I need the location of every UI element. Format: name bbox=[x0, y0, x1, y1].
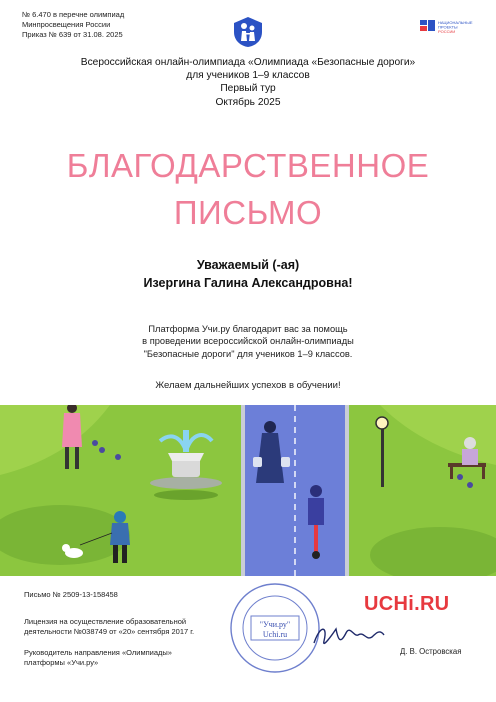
signer-title-line: Руководитель направления «Олимпиады» bbox=[24, 648, 172, 657]
wish-text: Желаем дальнейших успехов в обучении! bbox=[155, 380, 341, 391]
svg-text:РОССИИ: РОССИИ bbox=[438, 29, 456, 34]
official-stamp-icon bbox=[229, 582, 321, 674]
license-line: деятельности №038749 от «20» сентября 2017 г. bbox=[24, 627, 195, 636]
registry-line: № 6.470 в перечне олимпиад bbox=[22, 10, 125, 19]
signature-icon bbox=[310, 615, 390, 655]
park-illustration bbox=[0, 405, 496, 576]
registry-line: Минпросвещения России bbox=[22, 20, 111, 29]
header-line: Всероссийская онлайн-олимпиада «Олимпиада «Безопасные дороги» bbox=[80, 57, 416, 68]
registry-line: Приказ № 639 от 31.08. 2025 bbox=[22, 30, 123, 39]
signer-name: Д. В. Островская bbox=[400, 647, 462, 656]
title-line: ПИСЬМО bbox=[173, 194, 323, 231]
certificate-title bbox=[0, 142, 496, 236]
registry-info bbox=[22, 10, 124, 40]
body-line: Платформа Учи.ру благодарит вас за помощь bbox=[148, 324, 348, 334]
body-line: в проведении всероссийской онлайн-олимпиады bbox=[142, 336, 354, 347]
salutation: Уважаемый (-ая) bbox=[196, 258, 300, 272]
license-info bbox=[24, 617, 194, 637]
olympiad-header bbox=[0, 56, 496, 109]
uchi-ru-logo: UCHi.RU bbox=[364, 593, 450, 615]
letter-number: Письмо № 2509-13-158458 bbox=[24, 590, 118, 599]
stamp-text: "Учи.ру" bbox=[259, 620, 291, 629]
national-projects-logo-icon bbox=[420, 18, 476, 38]
olympiad-emblem-icon bbox=[232, 16, 264, 48]
greeting bbox=[0, 256, 496, 292]
header-line: для учеников 1–9 классов bbox=[186, 70, 310, 82]
svg-text:НАЦИОНАЛЬНЫЕ: НАЦИОНАЛЬНЫЕ bbox=[438, 20, 473, 25]
signer-title bbox=[24, 648, 172, 668]
signer-title-line: платформы «Учи.ру» bbox=[24, 658, 99, 667]
stamp-text: Uchi.ru bbox=[262, 630, 288, 639]
header-line: Октябрь 2025 bbox=[215, 96, 281, 108]
body-line: "Безопасные дороги" для учеников 1–9 классов. bbox=[143, 348, 353, 359]
license-line: Лицензия на осуществление образовательной bbox=[24, 617, 187, 626]
title-line: БЛАГОДАРСТВЕННОЕ bbox=[66, 147, 430, 184]
body-text bbox=[0, 323, 496, 360]
svg-text:ПРОЕКТЫ: ПРОЕКТЫ bbox=[438, 24, 458, 30]
recipient-name: Изергина Галина Александровна! bbox=[143, 276, 353, 290]
header-line: Первый тур bbox=[220, 83, 276, 95]
